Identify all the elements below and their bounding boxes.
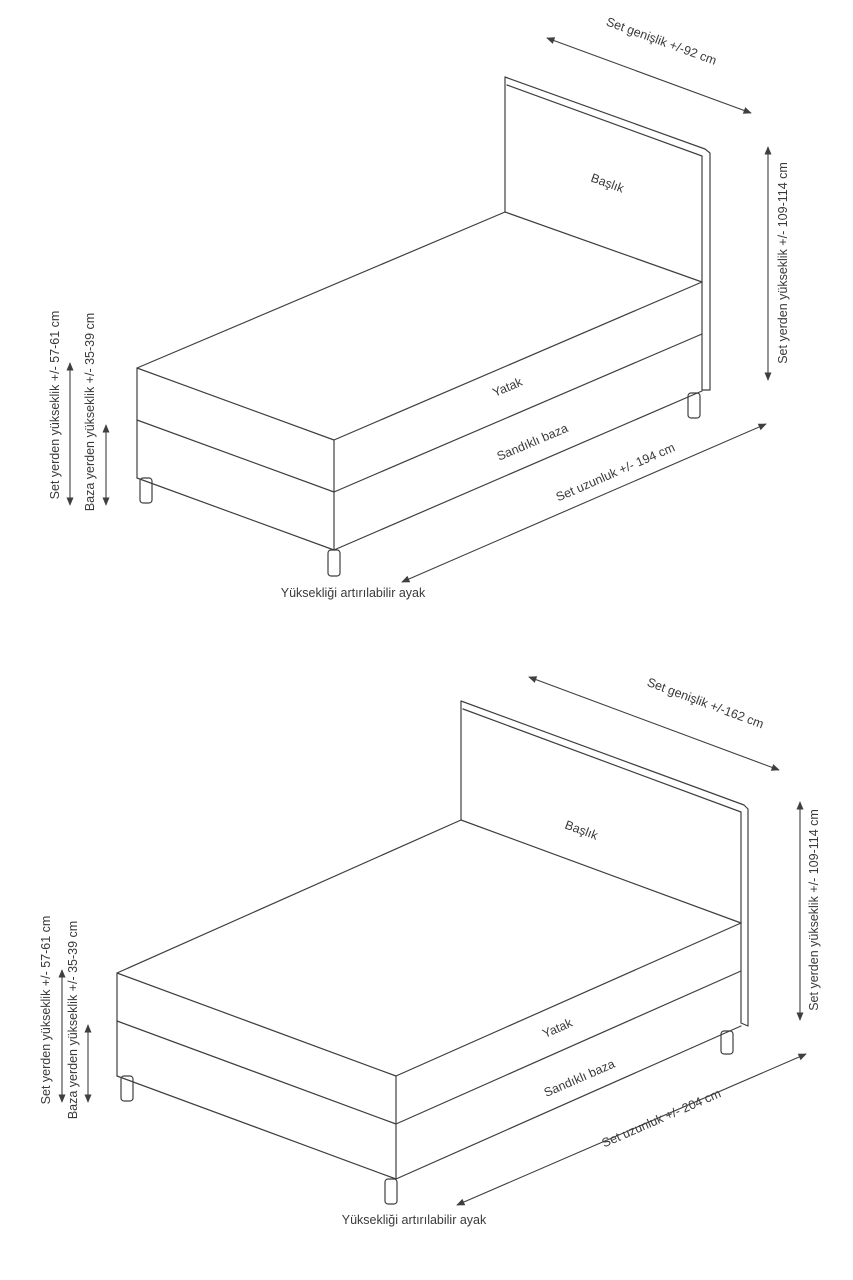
double-storage-base-label: Sandıklı baza bbox=[541, 1056, 617, 1100]
double-length-dimension-label: Set uzunluk +/- 204 cm bbox=[599, 1086, 724, 1151]
single-headboard-label: Başlık bbox=[588, 170, 626, 196]
double-total-height-dimension-label: Set yerden yükseklik +/- 109-114 cm bbox=[807, 809, 821, 1011]
single-length-dimension-label: Set uzunluk +/- 194 cm bbox=[553, 440, 677, 505]
double-base-bottom-edge bbox=[117, 1026, 741, 1179]
double-mattress-base-boundary bbox=[117, 971, 741, 1124]
double-headboard-outline bbox=[461, 701, 748, 1026]
single-corner-edges bbox=[137, 368, 334, 550]
double-corner-edges bbox=[117, 973, 396, 1179]
single-adjustable-leg-note: Yüksekliği artırılabilir ayak bbox=[280, 586, 426, 600]
single-mattress-top-surface bbox=[137, 212, 702, 440]
double-adjustable-leg-note: Yüksekliği artırılabilir ayak bbox=[341, 1213, 487, 1227]
single-length-dimension-line bbox=[402, 424, 766, 582]
single-mattress-label: Yatak bbox=[490, 374, 525, 400]
single-leg-front bbox=[328, 550, 340, 576]
double-width-dimension-label: Set genişlik +/-162 cm bbox=[645, 675, 766, 732]
double-headboard-label: Başlık bbox=[562, 817, 600, 843]
double-mattress-label: Yatak bbox=[540, 1015, 575, 1041]
diagram-double-bed bbox=[39, 675, 821, 1227]
double-leg-front bbox=[385, 1179, 397, 1204]
double-mattress-top-surface bbox=[117, 817, 741, 1076]
diagram-single-bed bbox=[48, 15, 790, 600]
single-headboard-outline bbox=[505, 77, 710, 390]
single-base-height-dimension-label: Baza yerden yükseklik +/- 35-39 cm bbox=[83, 312, 97, 512]
single-mattress-height-dimension-label: Set yerden yükseklik +/- 57-61 cm bbox=[48, 310, 62, 500]
single-width-dimension-label: Set genişlik +/-92 cm bbox=[604, 14, 719, 68]
single-total-height-dimension-label: Set yerden yükseklik +/- 109-114 cm bbox=[776, 162, 790, 364]
single-width-dimension-line bbox=[547, 38, 751, 113]
double-mattress-height-dimension-label: Set yerden yükseklik +/- 57-61 cm bbox=[39, 915, 53, 1105]
single-storage-base-label: Sandıklı baza bbox=[494, 421, 571, 464]
double-base-height-dimension-label: Baza yerden yükseklik +/- 35-39 cm bbox=[66, 920, 80, 1120]
